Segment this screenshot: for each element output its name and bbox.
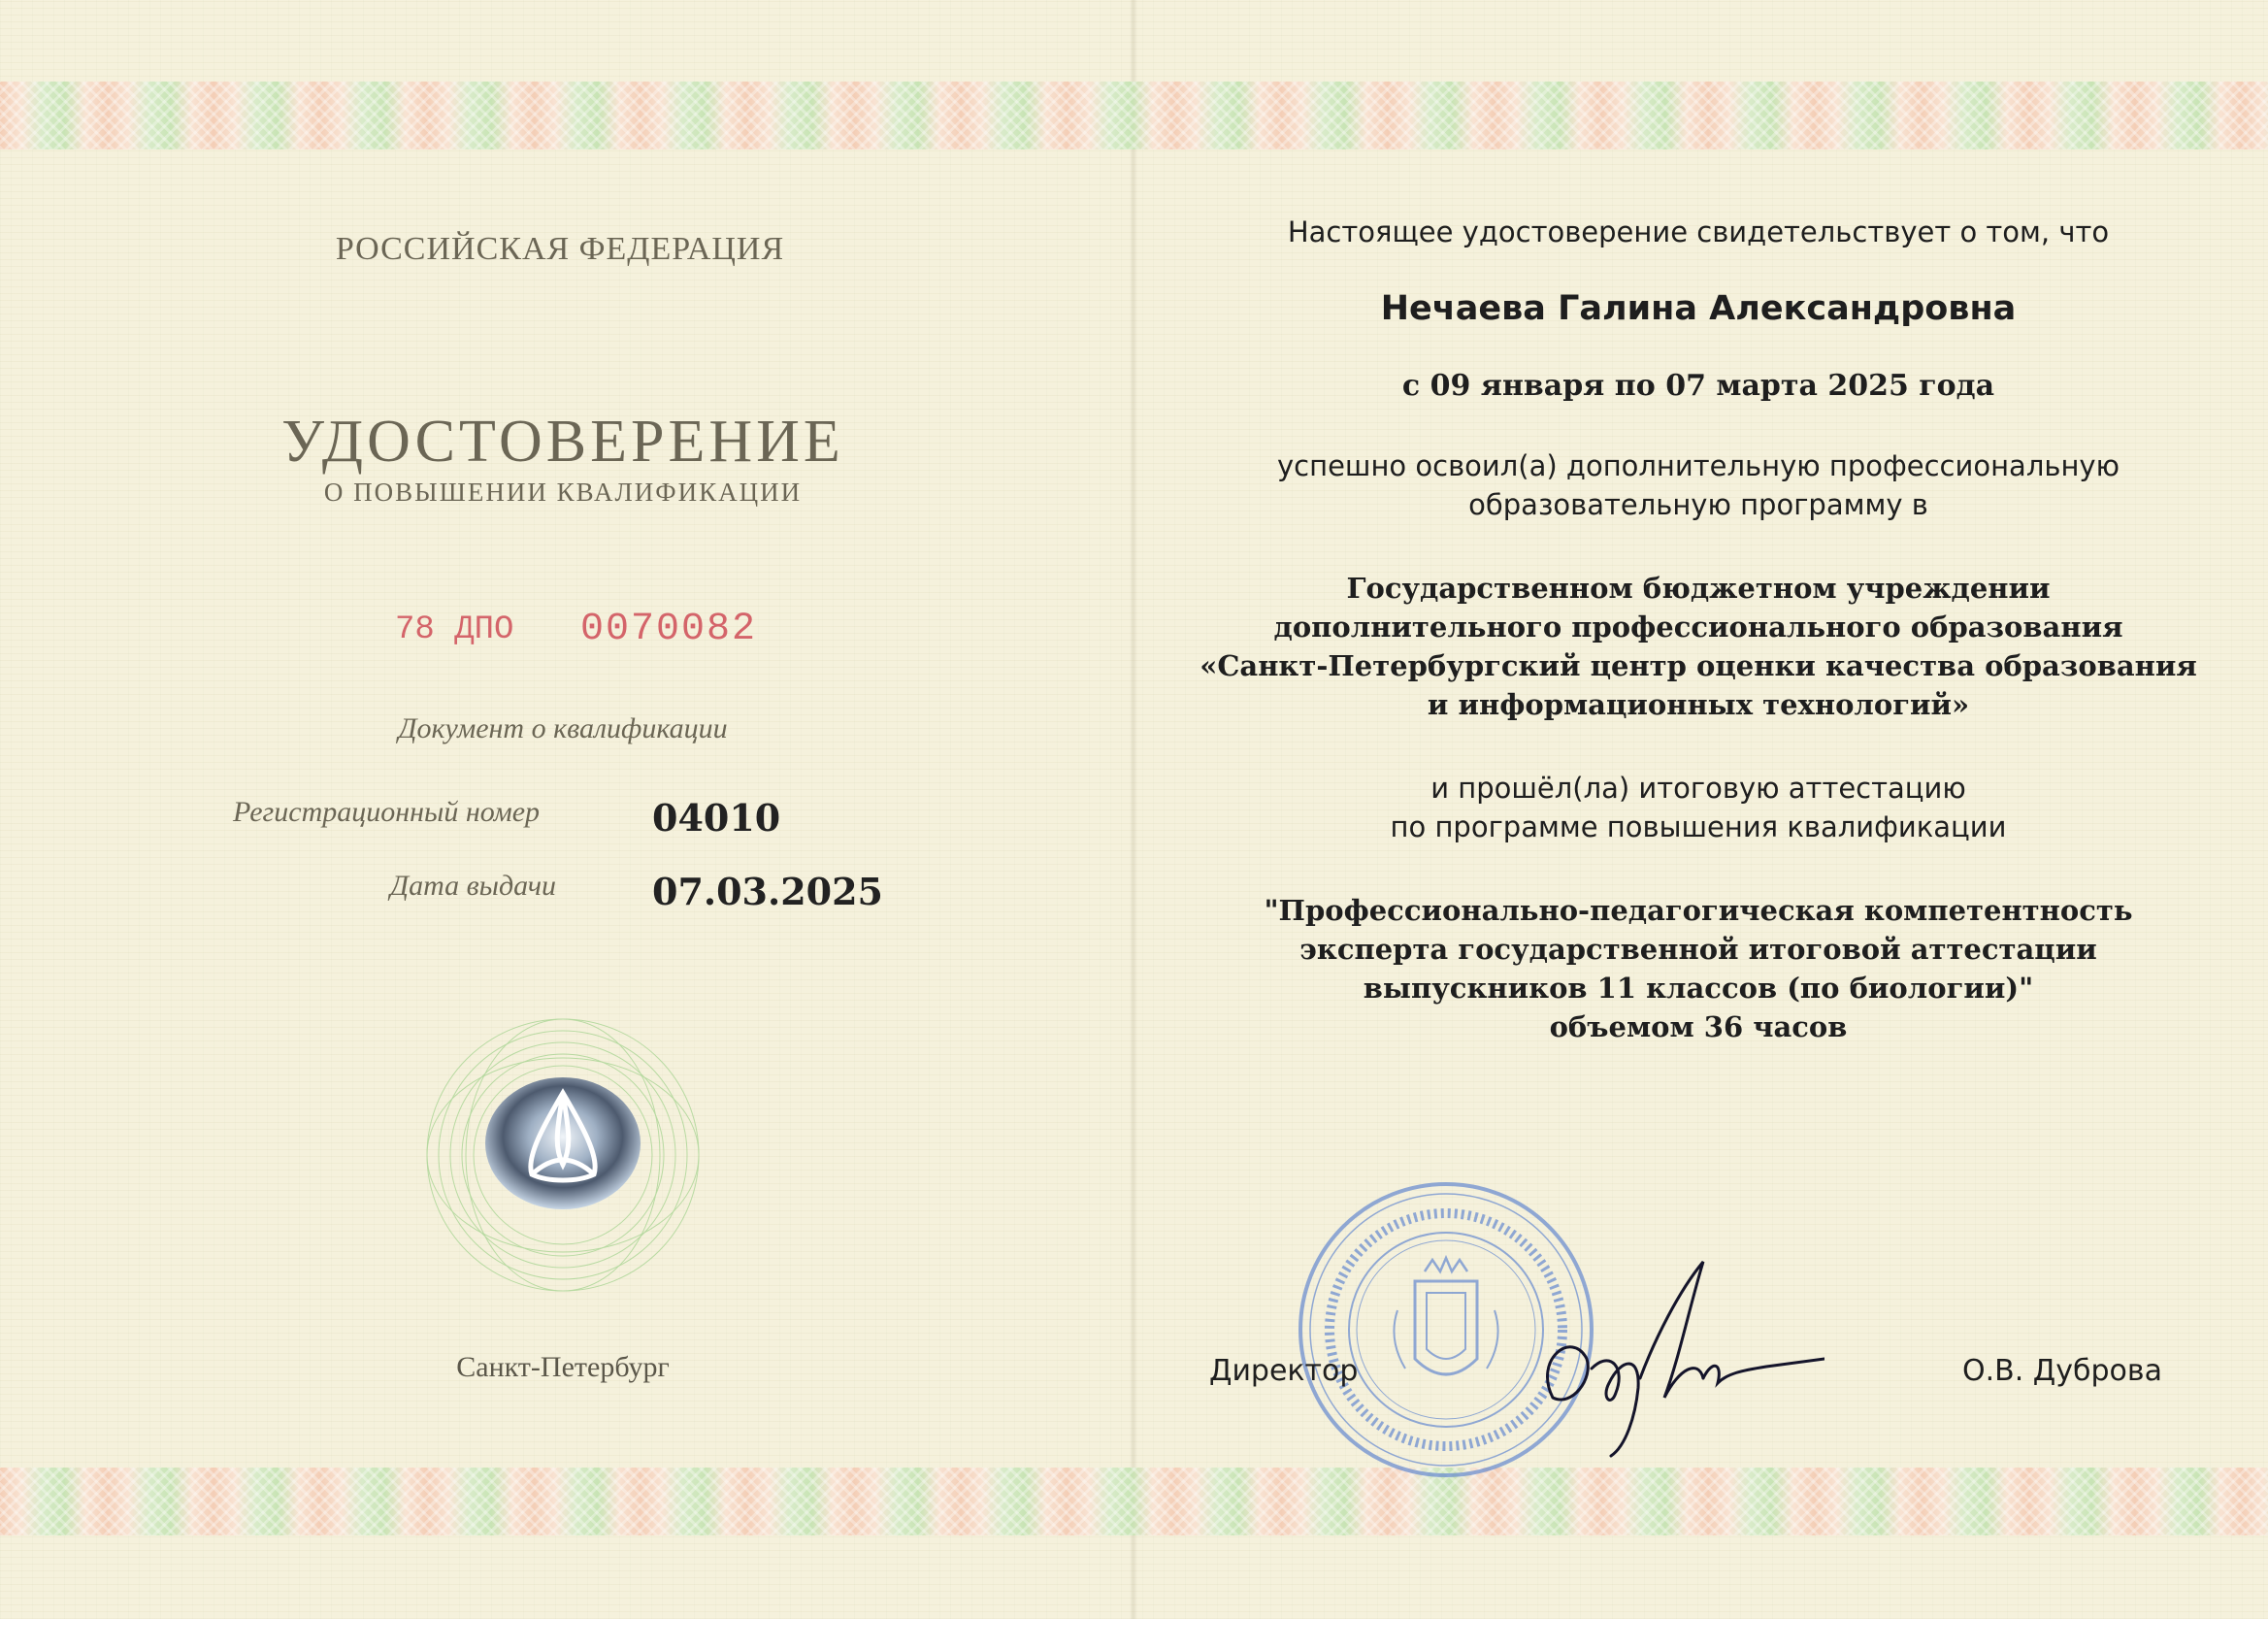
issue-city: Санкт-Петербург (456, 1351, 670, 1383)
institution-line-1: Государственном бюджетном учреждении (1346, 572, 2051, 605)
institution-line-4: и информационных технологий» (1427, 688, 1970, 721)
institution-name (1135, 569, 2261, 724)
intro-text: Настоящее удостоверение свидетельствует о том, что (1287, 215, 2110, 248)
completion-line-2: образовательную программу в (1468, 488, 1928, 521)
director-name: О.В. Дуброва (1962, 1354, 2162, 1388)
attestation-line-1: и прошёл(ла) итоговую аттестацию (1430, 772, 1966, 805)
director-signature (1533, 1252, 1824, 1475)
attestation-text (1135, 769, 2261, 846)
country-heading: РОССИЙСКАЯ ФЕДЕРАЦИЯ (335, 231, 785, 267)
program-line-1: "Профессионально-педагогическая компетентность (1264, 894, 2133, 927)
document-title: УДОСТОВЕРЕНИЕ (281, 409, 844, 475)
document-subtitle: О ПОВЫШЕНИИ КВАЛИФИКАЦИИ (323, 478, 803, 507)
series-code: 78 ДПО (395, 611, 514, 648)
serial-number: 0070082 (580, 608, 758, 651)
hologram-emblem (408, 1009, 718, 1301)
program-line-3: выпускников 11 классов (по биологии)" (1363, 972, 2034, 1005)
institution-line-2: дополнительного профессионального образования (1273, 610, 2123, 644)
registration-label: Регистрационный номер (233, 796, 541, 828)
director-label: Директор (1209, 1354, 1359, 1388)
completion-line-1: успешно освоил(а) дополнительную профессиональную (1277, 449, 2120, 482)
study-period: с 09 января по 07 марта 2025 года (1401, 369, 1995, 403)
issue-date: 07.03.2025 (652, 870, 883, 913)
top-ornament-band (0, 82, 2268, 149)
program-line-4: объемом 36 часов (1549, 1010, 1848, 1043)
institution-line-3: «Санкт-Петербургский центр оценки качества образования (1200, 649, 2197, 682)
attestation-line-2: по программе повышения квалификации (1390, 810, 2007, 843)
issue-date-label: Дата выдачи (390, 870, 557, 902)
holder-name: Нечаева Галина Александровна (1380, 289, 2017, 328)
registration-number: 04010 (652, 796, 781, 840)
program-title (1135, 891, 2261, 1046)
program-line-2: эксперта государственной итоговой аттестации (1299, 933, 2097, 966)
completion-text (1135, 446, 2261, 524)
document-kind: Документ о квалификации (398, 712, 728, 744)
bottom-ornament-band (0, 1468, 2268, 1535)
